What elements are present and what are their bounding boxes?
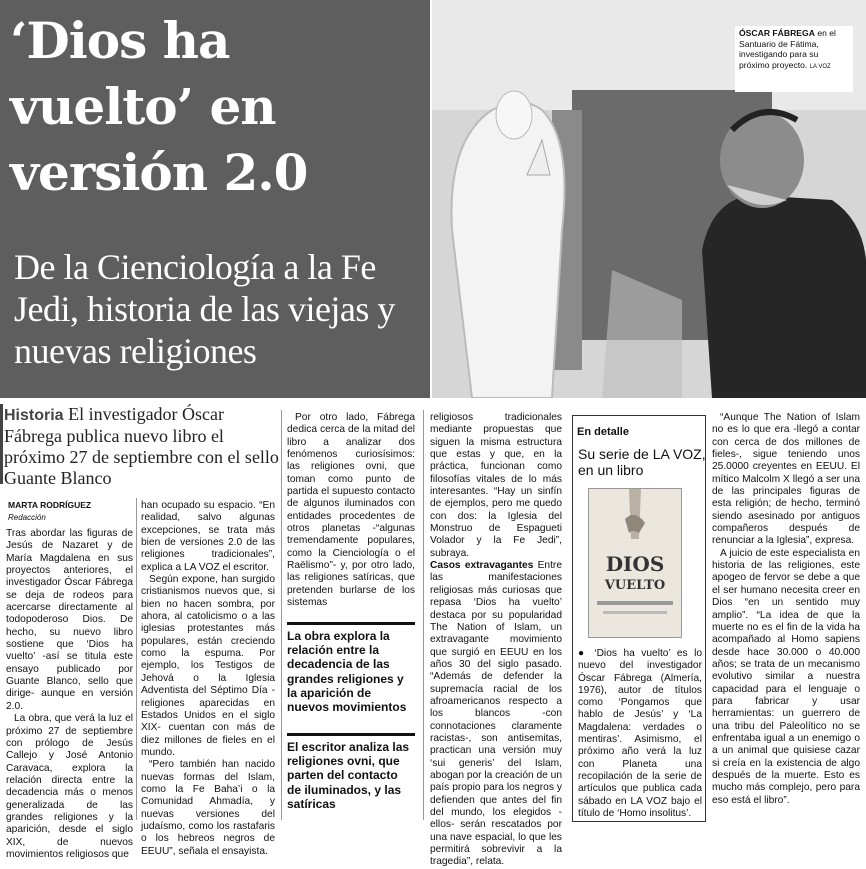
sidebar-tag: En detalle [577, 426, 629, 438]
paragraph: La obra, que verá la luz el próximo 27 de septiembre con prólogo de Jesús Callejo y José Antonio Caravaca, explora la relación directa entre la decadencia más o menos generalizada de las grandes religiones y la aparición, desde el siglo XIX, de nuevos movimientos religiosos que [6, 713, 133, 860]
pull-quote-1: La obra explora la relación entre la decadencia de las grandes religiones y la aparición de nuevos movimientos [287, 622, 415, 714]
lede-bar [0, 404, 3, 484]
paragraph: Tras abordar las figuras de Jesús de Nazaret y de María Magdalena en sus proyectos anteriores, el investigador Óscar Fábrega se deja de rodeos para acercarse directamente al todopoderoso Dios. De hecho, su nuevo libro sostiene que ‘Dios ha vuelto’ -así se titula este ensayo publicado por Guante Blanco, sello que dirige- aunque en versión 2.0. [6, 528, 133, 712]
book-cover [588, 488, 682, 638]
paragraph: religiosos tradicionales mediante propuestas que siguen la misma estructura que estas y que, en la práctica, funcionan como filosofías vitales de lo más interesantes. “Hay un sinfín de ejemplos, pero me quedo con dos: la Iglesia del Monstruo de Espagueti Volador y la Fe Jedi”, subraya. [430, 412, 562, 559]
book-title-text: DIOS [605, 552, 665, 576]
pull-quote-2: El escritor analiza las religiones ovni, que parten del contacto de iluminados, y las satíricas [287, 733, 415, 811]
body-column-1 [6, 528, 133, 861]
sidebar-title: Su serie de LA VOZ, en un libro [578, 446, 706, 478]
body-column-4 [430, 412, 562, 869]
photo-caption [735, 26, 853, 92]
caption-text: en el Santuario de Fátima, investigando para su próximo proyecto. [739, 28, 836, 70]
caption-name: ÓSCAR FÁBREGA [739, 28, 815, 38]
caption-credit: LA VOZ [809, 63, 831, 70]
byline-author: MARTA RODRÍGUEZ [8, 500, 92, 510]
paragraph: “Pero también han nacido nuevas formas del Islam, como la Fe Baha’i o la Comunidad Ahmadía, y nuevas versiones del judaísmo, como los rastafaris o los hebreos negros de EEUU”, señala el ensayista. [141, 759, 275, 857]
paragraph: ● ‘Dios ha vuelto’ es lo nuevo del investigador Óscar Fábrega (Almería, 1976), autor de títulos como ‘Pongamos que hablo de Jesús’ y ‘La Magdalena: verdades o mentiras’. Asimismo, el próximo año verá la luz con Planeta una recopilación de la serie de artículos que publica cada sábado en LA VOZ bajo el título de ‘Homo insolitus’. [578, 648, 703, 819]
byline-role: Redacción [8, 513, 46, 522]
paragraph: Según expone, han surgido cristianismos nuevos que, si bien no hacen sombra, por ahora, al catolicismo o a las iglesias protestantes más populares, están creciendo como la espuma. Por ejemplo, los Testigos de Jehová o la Iglesia Adventista del Séptimo Día -religiones aparecidas en Estados Unidos en el siglo XIX- cuentan con más de diez millones de fieles en el mundo. [141, 574, 275, 758]
paragraph: A juicio de este especialista en historia de las religiones, este apogeo de fervor se debe a que el ser humano necesita creer en Dios “en un sentido muy amplio”. “La idea de que la muerte no es el fin de la vida ha acompañado al Homo sapiens desde hace 30.000 o 40.000 años; se trata de un mecanismo evolutivo similar a nuestra capacidad para el lenguaje o para fabricar y usar herramientas: un guerrero de una tribu del Paleolítico no se enfrentaba igual a un enemigo o a un animal que quisiese cazar si creía en la existencia de algo después de la muerte. Esto es mucho más complejo, pero para eso está el libro”. [712, 547, 860, 806]
lede-text: El investigador Óscar Fábrega publica nuevo libro el próximo 27 de septiembre con el sello Guante Blanco [4, 404, 279, 488]
lede [4, 404, 280, 489]
subheadline: De la Cienciología a la Fe Jedi, historia de las viejas y nuevas religiones [14, 247, 395, 371]
sidebar-text [578, 648, 702, 820]
paragraph-text: Entre las manifestaciones religiosas más curiosas que repasa ‘Dios ha vuelto’ destaca por su popularidad The Nation of Islam, un extravagante movimiento que surgió en EEUU en los años 30 del siglo pasado. “Además de defender la supremacía racial de los afroamericanos respecto a los blancos -con connotaciones claramente racistas-, son antisemitas, practican una versión muy ‘sui generis’ del Islam, abogan por la creación de un país propio para los negros y defienden que antes del fin del mundo, los elegidos -ellos- serán rescatados por una nave espacial, lo que les permitirá sobrevivir a la tragedia”, relata. [430, 560, 562, 868]
subhead-casos: Casos extravagantes [430, 560, 534, 572]
headline: ‘Dios ha vuelto’ en versión 2.0 [10, 11, 308, 202]
body-column-2 [141, 500, 275, 858]
column-rule [423, 410, 424, 820]
body-column-3 [287, 412, 415, 610]
paragraph: “Aunque The Nation of Islam no es lo que era -llegó a contar con cerca de dos millones de fieles-, sigue teniendo unos 25.0000 creyentes en EEUU. El mítico Malcolm X llegó a ser una de las principales figuras de esta religión; de hecho, terminó siendo asesinado por antiguos compañeros después de renunciar a la Iglesia”, expresa. [712, 412, 860, 547]
sidebar-paragraph: ‘Dios ha vuelto’ es lo nuevo del investigador Óscar Fábrega (Almería, 1976), autor de títulos como ‘Pongamos que hablo de Jesús’ y ‘La Magdalena: verdades o mentiras’. Asimismo, el próximo año verá la luz con Planeta una recopilación de la serie de artículos que publica cada sábado en LA VOZ bajo el título de ‘Homo insolitus’. [578, 648, 703, 819]
book-cover-art [589, 489, 681, 637]
paragraph [430, 560, 562, 869]
lede-kicker: Historia [4, 407, 64, 424]
book-subtitle-text: VUELTO [604, 578, 666, 593]
body-column-6 [712, 412, 860, 807]
paragraph: Por otro lado, Fábrega dedica cerca de la mitad del libro a analizar dos fenómenos curiosísimos: las religiones ovni, que toman como punto de partida el supuesto contacto de algunos iluminados con entidades procedentes de otros planetas -“algunas tremendamente populares, como la Cienciología o el Raëlismo”- y, por otro lado, las religiones satíricas, que pretenden burlarse de los sistemas [287, 412, 415, 609]
paragraph: han ocupado su espacio. “En realidad, salvo algunas excepciones, se trata más bien de versiones 2.0 de las religiones tradicionales”, explica a LA VOZ el escritor. [141, 500, 275, 573]
column-rule [136, 498, 137, 820]
column-rule [281, 410, 282, 820]
